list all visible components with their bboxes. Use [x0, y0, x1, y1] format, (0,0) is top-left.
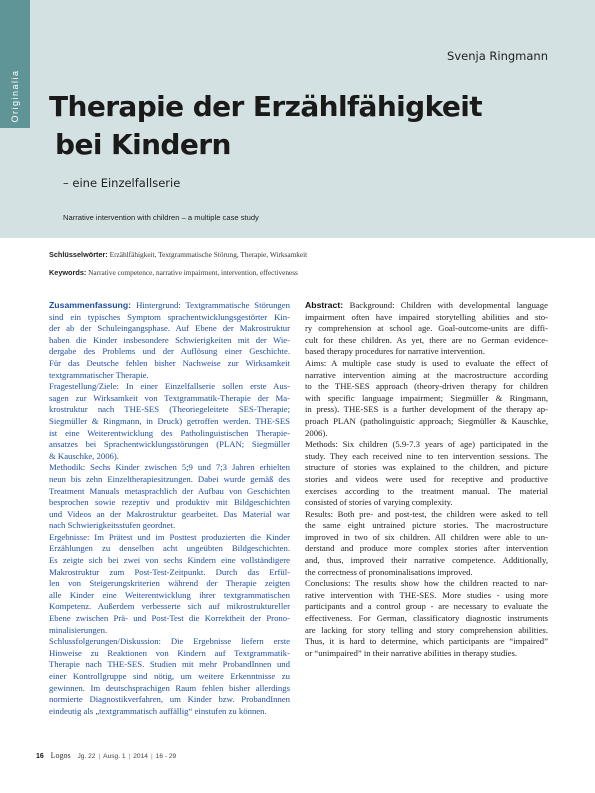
- text-line: Für das Deutsche fehlen bisher Nachweise zur Wirksamkeit: [49, 357, 290, 368]
- text-line: Hinweise zu Reaktionen von Kindern auf Textgrammatik-: [49, 647, 290, 658]
- text-line: haben die Kinder insbesondere Schwierigkeiten mit der Wie-: [49, 334, 290, 345]
- text-line: Conclusions: The results show how the children reacted to nar-: [305, 578, 548, 589]
- text-line: rative intervention with THE-SES. More studies - using more: [305, 589, 548, 600]
- journal-pages: 16 - 29: [155, 753, 177, 760]
- keywords-english-label: Keywords:: [49, 268, 87, 277]
- text-line: in press). THE-SES is a further development of the therapy ap-: [305, 404, 548, 415]
- keywords-german: [49, 250, 307, 259]
- text-line: and, thus, improved their narrative competence. Additionally,: [305, 555, 548, 566]
- text-line: are lacking for story telling and story comprehension abilities.: [305, 624, 548, 635]
- text-line: the correctness of pronominalisations improved.: [305, 566, 473, 577]
- text-line: eindeutig als „textgrammatisch auffällig“ einstufen zu können.: [49, 705, 267, 716]
- text-line: sind ein typisches Symptom sprachentwicklungsgestörter Kin-: [49, 311, 290, 322]
- text-line: study. They each received nine to ten intervention sessions. The: [305, 450, 548, 461]
- section-heading: Zusammenfassung:: [49, 300, 137, 310]
- text-line: based therapy procedures for narrative intervention.: [305, 346, 485, 357]
- text-line: with specific language impairment; Siegmüller & Ringmann,: [305, 392, 548, 403]
- text-line: Fragestellung/Ziele: In einer Einzelfallserie sollen erste Aus-: [49, 381, 290, 392]
- text-line: & Kauschke, 2006).: [49, 450, 119, 461]
- text-line: or “unimpaired” in their narrative abilities in therapy studies.: [305, 647, 518, 658]
- text-line: dergabe des Problems und der Auflösung einer Geschichte.: [49, 346, 290, 357]
- text-line: Results: Both pre- and post-test, the children were asked to tell: [305, 508, 548, 519]
- journal-volume: Jg. 22: [77, 753, 96, 760]
- keywords-german-text: Erzählfähigkeit, Textgrammatische Störung, Therapie, Wirksamkeit: [109, 250, 308, 259]
- text-line: Methods: Six children (5.9-7.3 years of age) participated in the: [305, 439, 548, 450]
- text-line: Thus, it is hard to determine, which participants are “impaired”: [305, 636, 548, 647]
- section-heading: Abstract:: [305, 300, 350, 310]
- journal-name: Logos: [50, 751, 71, 760]
- text-line: Schlussfolgerungen/Diskussion: Die Ergebnisse liefern erste: [49, 636, 290, 647]
- author-name: Svenja Ringmann: [447, 49, 548, 63]
- article-subtitle: – eine Einzelfallserie: [63, 176, 181, 190]
- text-line: the same eight untrained picture stories. The macrostructure: [305, 520, 548, 531]
- text-line: Siegmüller & Ringmann, in Druck) getroffen werden. THE-SES: [49, 415, 290, 426]
- text-line: normierte Diagnostikverfahren, um Kinder bzw. ProbandInnen: [49, 694, 290, 705]
- text-line: Makrostruktur zum Post-Test-Zeitpunkt. Durch das Erfül-: [49, 566, 290, 577]
- footer-divider: |: [150, 753, 153, 760]
- text-line: ry comprehension at school age. Goal-outcome-units are diffi-: [305, 323, 548, 334]
- text-line: exercises according to the treatment manual. The material: [305, 485, 548, 496]
- text-line: der ab der Schuleingangsphase. Auf Ebene der Makrostruktur: [49, 323, 290, 334]
- text-line: Ergebnisse: Im Prätest und im Posttest produzierten die Kinder: [49, 531, 290, 542]
- text-line: ansatzes bei Sprachentwicklungsstörungen (PLAN; Siegmüller: [49, 439, 290, 450]
- text-line: narrative intervention aiming at the macrostructure according: [305, 369, 548, 380]
- text-line: to the THE-SES approach (theory-driven therapy for children: [305, 381, 548, 392]
- text-line: structure of stories was explained to the children, and picture: [305, 462, 548, 473]
- text-line: impairment often have impaired storytelling abilities and sto-: [305, 311, 548, 322]
- text-line: effectiveness. For German, classificatory diagnostic instruments: [305, 613, 548, 624]
- text-line: Es zeigte sich bei zwei von sechs Kindern eine vollständigere: [49, 555, 290, 566]
- article-title-line-2: bei Kindern: [55, 128, 231, 161]
- english-abstract: [305, 300, 548, 659]
- page-footer: [36, 751, 176, 760]
- text-line: improved in two of six children. All children were able to un-: [305, 531, 548, 542]
- text-line: gewinnen. Im deutschsprachigen Raum fehlen bisher allerdings: [49, 682, 290, 693]
- keywords-english: [49, 268, 298, 277]
- text-line: einer Kontrollgruppe sind nötig, um weitere Erkenntnisse zu: [49, 671, 290, 681]
- text-line: 2006).: [305, 427, 328, 438]
- text-line: Treatment Manuals metasprachlich der Aufbau von Geschichten: [49, 485, 290, 496]
- text-line: derstand and produce more complex stories after intervention: [305, 543, 548, 554]
- journal-issue: Ausg. 1: [103, 753, 126, 760]
- article-title-line-1: Therapie der Erzählfähigkeit: [49, 90, 483, 123]
- section-tab: [0, 0, 30, 128]
- section-tab-label: Originalia: [10, 69, 20, 123]
- text-line: krostruktur nach THE-SES (Theoriegeleitete SES-Therapie;: [49, 404, 290, 415]
- text-line: textgrammatischer Therapie.: [49, 369, 149, 380]
- text-line: proach PLAN (patholinguistic approach; Siegmüller & Kauschke,: [305, 415, 548, 426]
- text-line: cult for these children. As yet, there are no German evidence-: [305, 334, 548, 345]
- text-line: und Videos an der Makrostruktur gearbeitet. Das Material war: [49, 508, 290, 519]
- article-title: [49, 88, 482, 164]
- text-line: Aims: A multiple case study is used to evaluate the effect of: [305, 357, 548, 368]
- page-number: 16: [36, 753, 44, 760]
- text-line: Abstract: Background: Children with developmental language: [305, 300, 548, 310]
- text-line: Erzählungen zu denselben acht ungeübten Bildgeschichten.: [49, 543, 290, 554]
- text-line: stories and videos were used for receptive and productive: [305, 473, 548, 484]
- english-title: Narrative intervention with children – a multiple case study: [63, 213, 259, 222]
- text-line: nach Schwierigkeitsstufen geordnet.: [49, 520, 176, 531]
- text-line: Kompetenz. Außerdem verbesserte sich auf mikrostruktureller: [49, 601, 290, 612]
- text-line: sagen zur Wirksamkeit von Textgrammatik-Therapie der Ma-: [49, 392, 290, 403]
- keywords-german-label: Schlüsselwörter:: [49, 250, 108, 259]
- text-line: ist eine Weiterentwicklung des Patholinguistischen Therapie-: [49, 427, 290, 438]
- text-line: Ebene zwischen Prä- und Post-Test die Korrektheit der Prono-: [49, 613, 290, 624]
- text-line: Zusammenfassung: Hintergrund: Textgrammatische Störungen: [49, 300, 290, 310]
- keywords-english-text: Narrative competence, narrative impairment, intervention, effectiveness: [88, 268, 298, 277]
- text-line: alle Kinder eine Weiterentwicklung ihrer textgrammatischen: [49, 589, 290, 600]
- text-line: neun bis zehn Einzeltherapiesitzungen. Dabei wurde gemäß des: [49, 473, 290, 484]
- text-line: minalisierungen.: [49, 624, 108, 635]
- text-line: Therapie nach THE-SES. Studien mit mehr ProbandInnen und: [49, 659, 290, 670]
- footer-divider: |: [98, 753, 101, 760]
- journal-year: 2014: [133, 753, 148, 760]
- text-line: consisted of stories of varying complexity.: [305, 497, 453, 508]
- german-summary: [49, 300, 290, 717]
- text-line: participants and a control group - are necessary to evaluate the: [305, 601, 548, 612]
- text-line: Methodik: Sechs Kinder zwischen 5;9 und 7;3 Jahren erhielten: [49, 462, 290, 473]
- text-line: besprochen sowie rezeptiv und produktiv mit Bildgeschichten: [49, 497, 290, 508]
- text-line: len von Steigerungskriterien während der Therapie zeigten: [49, 578, 290, 589]
- footer-divider: |: [128, 753, 131, 760]
